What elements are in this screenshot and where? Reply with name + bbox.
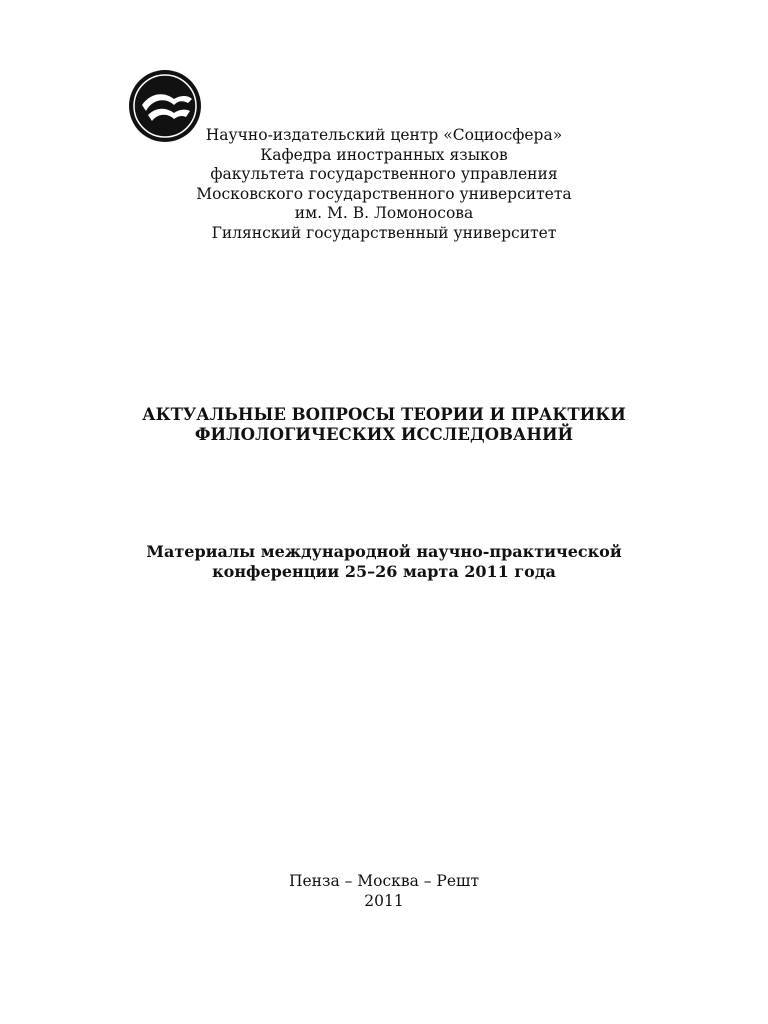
imprint-year: 2011 <box>364 892 404 910</box>
document-title <box>0 405 768 445</box>
header-line-department: Кафедра иностранных языков <box>260 145 508 164</box>
header-line-publisher: Научно-издательский центр «Социосфера» <box>205 126 563 144</box>
header-line-guilan: Гилянский государственный университет <box>211 223 557 242</box>
subtitle-line-2: конференции 25–26 марта 2011 года <box>212 562 556 581</box>
subtitle-line-1: Материалы международной научно-практической <box>146 542 622 561</box>
header-line-faculty: факультета государственного управления <box>210 165 558 184</box>
imprint-cities: Пенза – Москва – Решт <box>288 872 480 890</box>
header-line-university: Московского государственного университета <box>196 184 572 203</box>
title-line-2: ФИЛОЛОГИЧЕСКИХ ИССЛЕДОВАНИЙ <box>194 425 574 444</box>
title-line-1: АКТУАЛЬНЫЕ ВОПРОСЫ ТЕОРИИ И ПРАКТИКИ <box>142 405 626 424</box>
header-line-lomonosov: им. М. В. Ломоносова <box>294 204 474 223</box>
document-subtitle <box>0 542 768 582</box>
publisher-header <box>0 126 768 244</box>
imprint-footer <box>0 871 768 911</box>
